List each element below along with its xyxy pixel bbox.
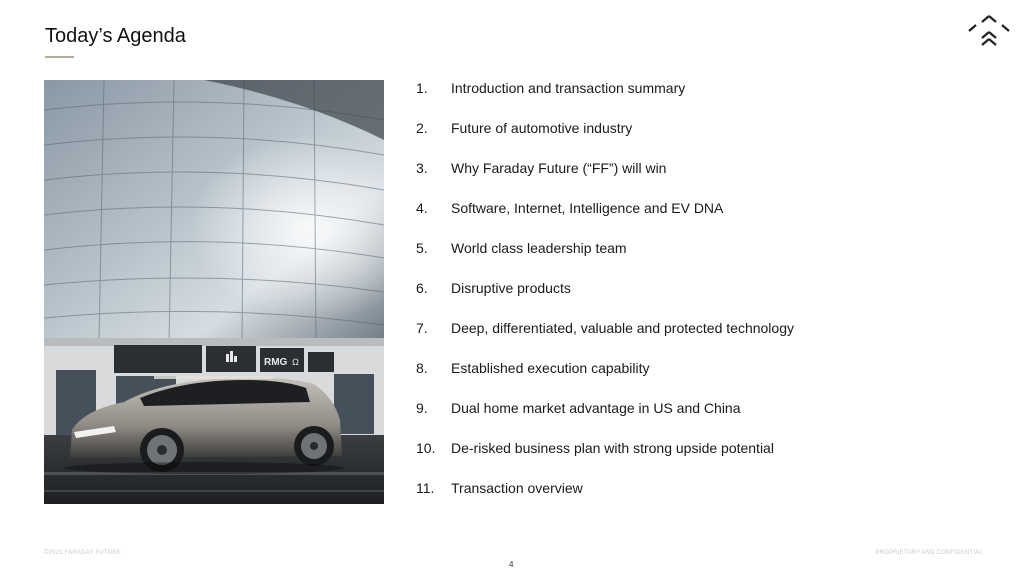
- agenda-item: [416, 358, 976, 398]
- agenda-item-number: 5.: [416, 240, 428, 256]
- agenda-item: [416, 78, 976, 118]
- agenda-item: [416, 478, 976, 518]
- agenda-item-label: Disruptive products: [451, 280, 571, 296]
- agenda-item-number: 9.: [416, 400, 428, 416]
- faraday-future-logo-icon: [966, 14, 1012, 48]
- agenda-item-label: Transaction overview: [451, 480, 583, 496]
- storefront-sign-logo: Ω: [292, 357, 299, 367]
- agenda-item-number: 2.: [416, 120, 428, 136]
- agenda-item: [416, 318, 976, 358]
- agenda-item-number: 6.: [416, 280, 428, 296]
- agenda-item-number: 10.: [416, 440, 436, 456]
- storefront-sign: RMG: [264, 357, 288, 368]
- agenda-item: [416, 398, 976, 438]
- agenda-item: [416, 118, 976, 158]
- agenda-item: [416, 158, 976, 198]
- agenda-item-label: Software, Internet, Intelligence and EV DNA: [451, 200, 724, 216]
- agenda-item-label: World class leadership team: [451, 240, 627, 256]
- agenda-item: [416, 438, 976, 478]
- title-underline: [45, 56, 74, 58]
- hero-photo: [44, 80, 384, 504]
- agenda-list: [416, 78, 976, 518]
- copyright-footer: ©2021 FARADAY FUTURE: [44, 550, 121, 556]
- agenda-item-number: 4.: [416, 200, 428, 216]
- agenda-item-label: Established execution capability: [451, 360, 650, 376]
- agenda-item-label: Introduction and transaction summary: [451, 80, 686, 96]
- agenda-item: [416, 198, 976, 238]
- page-number: 4: [509, 560, 514, 569]
- agenda-item-number: 3.: [416, 160, 428, 176]
- agenda-item-label: Future of automotive industry: [451, 120, 633, 136]
- agenda-item-number: 8.: [416, 360, 428, 376]
- agenda-item: [416, 238, 976, 278]
- car-building-image: [44, 80, 384, 504]
- confidential-footer: PROPRIETARY AND CONFIDENTIAL: [875, 550, 983, 556]
- page-title: Today’s Agenda: [45, 25, 186, 47]
- agenda-item-label: Dual home market advantage in US and China: [451, 400, 741, 416]
- agenda-item-number: 11.: [416, 480, 435, 496]
- agenda-item-label: Why Faraday Future (“FF”) will win: [451, 160, 667, 176]
- agenda-item: [416, 278, 976, 318]
- agenda-item-number: 1.: [416, 80, 428, 96]
- agenda-item-label: De-risked business plan with strong upside potential: [451, 440, 774, 456]
- agenda-item-number: 7.: [416, 320, 428, 336]
- agenda-item-label: Deep, differentiated, valuable and protected technology: [451, 320, 794, 336]
